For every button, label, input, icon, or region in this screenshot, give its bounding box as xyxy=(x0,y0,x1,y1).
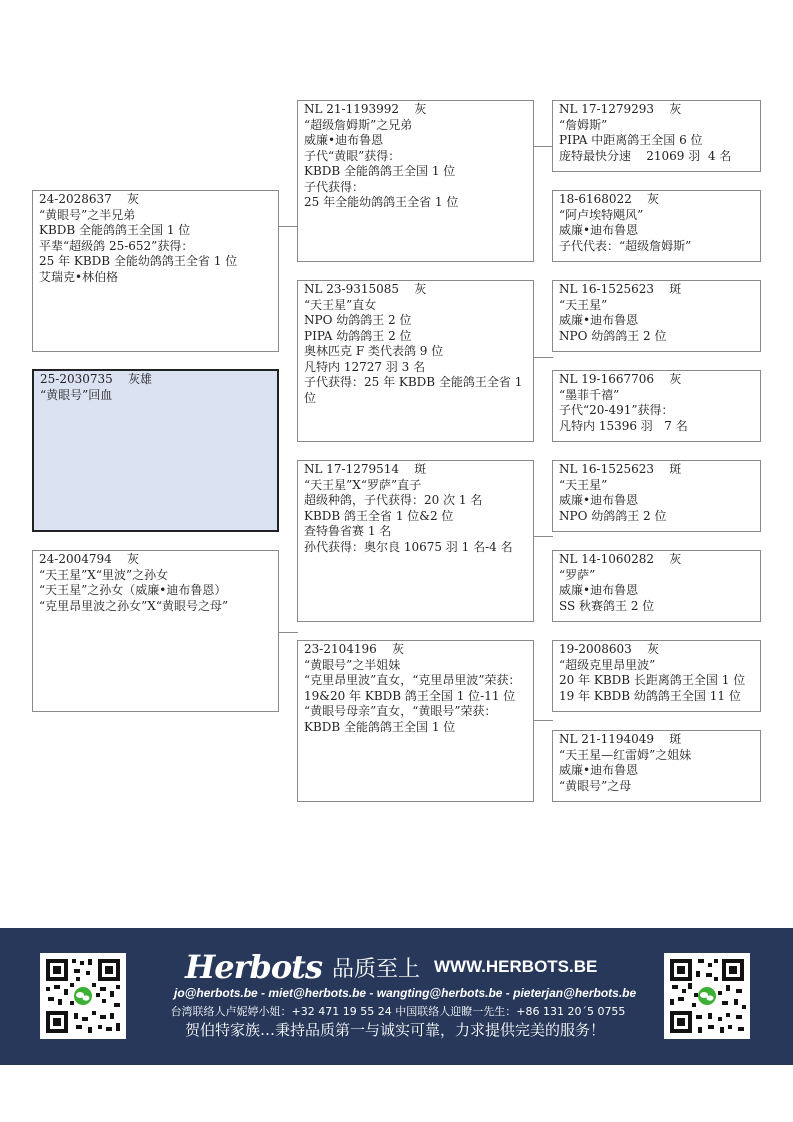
sire-dam-ring-line: NL 23-9315085 灰 xyxy=(304,282,427,296)
ggp-info-line: 凡特内 15396 羽 7 名 xyxy=(559,418,688,433)
sire-breeder-line: 艾瑞克•林伯格 xyxy=(39,269,119,284)
dam-info-line: “天王星”X“里波”之孙女 xyxy=(39,567,169,582)
contact-phones: 台湾联络人卢妮婷小姐：+32 471 19 55 24 中国联络人迎瞭一先生：+86 131 20´5 0755 xyxy=(170,1005,626,1018)
qr-code-icon xyxy=(664,953,750,1039)
dam-dam-ring-line: 23-2104196 灰 xyxy=(304,642,405,656)
sire-info-line: KBDB 全能鸽鸽王全国 1 位 xyxy=(39,223,191,237)
qr-code-left[interactable] xyxy=(40,953,126,1039)
company-motto: 贺伯特家族…秉持品质第一与诚实可靠，力求提供完美的服务！ xyxy=(184,1021,605,1039)
ggp-info-line: “天王星” xyxy=(559,477,608,492)
contact-emails[interactable]: jo@herbots.be - miet@herbots.be - wangting@herbots.be - pieterjan@herbots.be xyxy=(174,986,637,1000)
connector-line xyxy=(533,536,553,537)
great-grandparent-box xyxy=(552,460,761,532)
ggp-ring-line: NL 16-1525623 斑 xyxy=(559,282,682,296)
great-grandparent-box xyxy=(552,190,761,262)
dam-sire-ring-line: NL 17-1279514 斑 xyxy=(304,462,427,476)
ggp-info-line: 19 年 KBDB 幼鸽鸽王全国 11 位 xyxy=(559,688,741,703)
ggp-info-line: “天王星” xyxy=(559,297,608,312)
dam-dam-info-line: “克里昂里波”直女，“克里昂里波”荣获：19&20 年 KBDB 鸽王全国 1 位-11 位 xyxy=(304,673,521,703)
ggp-info-line: 威廉•迪布鲁恩 xyxy=(559,763,639,777)
dam-dam-info-line: “黄眼号母亲”直女，“黄眼号”荣获： xyxy=(304,704,497,718)
great-grandparent-box xyxy=(552,640,761,712)
dam-sire-info-line: 超级种鸽，子代获得：20 次 1 名 xyxy=(304,493,483,507)
great-grandparent-box xyxy=(552,730,761,802)
herbots-logo: Herbots xyxy=(185,948,322,986)
ggp-info-line: 威廉•迪布鲁恩 xyxy=(559,223,639,237)
sire-sire-info-line: 威廉•迪布鲁恩 xyxy=(304,133,384,147)
ggp-info-line: “詹姆斯” xyxy=(559,117,608,132)
ggp-info-line: 子代代表：“超级詹姆斯” xyxy=(559,238,692,253)
subject-note-line: “黄眼号”回血 xyxy=(40,387,113,402)
dam-sire-box xyxy=(297,460,534,622)
ggp-info-line: “超级克里昂里波” xyxy=(559,657,656,672)
great-grandparent-box xyxy=(552,550,761,622)
ggp-info-line: “天王星—红雷姆”之姐妹 xyxy=(559,747,692,762)
dam-dam-info-line: KBDB 全能鸽鸽王全国 1 位 xyxy=(304,719,456,734)
sire-sire-ring-line: NL 21-1193992 灰 xyxy=(304,102,427,116)
dam-sire-info-line: “天王星”X“罗萨”直子 xyxy=(304,477,422,492)
ggp-info-line: “阿卢埃特飓风” xyxy=(559,207,644,222)
sire-info-line: “黄眼号”之半兄弟 xyxy=(39,207,136,222)
sire-dam-info-line: 子代获得：25 年 KBDB 全能鸽王全省 1 位 xyxy=(304,375,527,405)
dam-info-line: “天王星”之孙女（威廉•迪布鲁恩） xyxy=(39,583,227,597)
ggp-ring-line: NL 21-1194049 斑 xyxy=(559,732,682,746)
ggp-ring-line: NL 19-1667706 灰 xyxy=(559,372,682,386)
sire-dam-info-line: “天王星”直女 xyxy=(304,297,377,312)
dam-dam-box xyxy=(297,640,534,802)
dam-dam-info-line: “黄眼号”之半姐妹 xyxy=(304,657,401,672)
website-link[interactable]: WWW.HERBOTS.BE xyxy=(433,957,598,976)
ggp-ring-line: 19-2008603 灰 xyxy=(559,642,660,656)
sire-info-line: 平辈“超级鸽 25-652”获得： xyxy=(39,238,194,253)
sire-sire-info-line: “超级詹姆斯”之兄弟 xyxy=(304,117,413,132)
sire-sire-info-line: 子代获得： xyxy=(304,179,365,194)
ggp-info-line: “墨菲千禧” xyxy=(559,387,620,402)
ggp-ring-line: NL 16-1525623 斑 xyxy=(559,462,682,476)
sire-sire-box xyxy=(297,100,534,262)
ggp-info-line: SS 秋赛鸽王 2 位 xyxy=(559,598,655,613)
sire-box xyxy=(32,190,279,352)
connector-line xyxy=(278,226,298,227)
dam-sire-info-line: 孙代获得：奥尔良 10675 羽 1 名-4 名 xyxy=(304,539,513,554)
great-grandparent-box xyxy=(552,100,761,172)
connector-line xyxy=(533,720,553,721)
connector-line xyxy=(278,632,298,633)
ggp-info-line: 子代“20-491”获得： xyxy=(559,403,674,417)
connector-line xyxy=(533,357,553,358)
sire-dam-box xyxy=(297,280,534,442)
sire-dam-info-line: PIPA 幼鸽鸽王 2 位 xyxy=(304,328,412,343)
sire-dam-info-line: 奥林匹克 F 类代表鸽 9 位 xyxy=(304,344,444,358)
ggp-ring-line: 18-6168022 灰 xyxy=(559,192,660,206)
sire-sire-info-line: 25 年全能幼鸽鸽王全省 1 位 xyxy=(304,195,459,209)
dam-sire-info-line: KBDB 鸽王全省 1 位&2 位 xyxy=(304,508,454,523)
ggp-info-line: 20 年 KBDB 长距离鸽王全国 1 位 xyxy=(559,673,746,687)
brand-row xyxy=(185,948,597,984)
sire-sire-info-line: 子代“黄眼”获得： xyxy=(304,148,401,163)
subject-ring-line: 25-2030735 灰雄 xyxy=(40,372,153,386)
ggp-info-line: “罗萨” xyxy=(559,567,596,582)
great-grandparent-box xyxy=(552,370,761,442)
ggp-ring-line: NL 17-1279293 灰 xyxy=(559,102,682,116)
sire-dam-info-line: 凡特内 12727 羽 3 名 xyxy=(304,359,426,374)
sire-sire-info-line: KBDB 全能鸽鸽王全国 1 位 xyxy=(304,164,456,178)
subject-pigeon-box xyxy=(32,369,279,532)
ggp-info-line: PIPA 中距离鸽王全国 6 位 xyxy=(559,133,703,147)
dam-box xyxy=(32,550,279,712)
sire-info-line: 25 年 KBDB 全能幼鸽鸽王全省 1 位 xyxy=(39,254,238,268)
brand-slogan: 品质至上 xyxy=(331,956,420,982)
ggp-ring-line: NL 14-1060282 灰 xyxy=(559,552,682,566)
ggp-info-line: NPO 幼鸽鸽王 2 位 xyxy=(559,508,667,523)
dam-info-line: “克里昂里波之孙女”X“黄眼号之母” xyxy=(39,598,229,613)
sire-ring-line: 24-2028637 灰 xyxy=(39,192,140,206)
ggp-info-line: 庞特最快分速 21069 羽 4 名 xyxy=(559,148,732,163)
qr-code-right[interactable] xyxy=(664,953,750,1039)
ggp-info-line: 威廉•迪布鲁恩 xyxy=(559,313,639,327)
ggp-info-line: 威廉•迪布鲁恩 xyxy=(559,583,639,597)
dam-sire-info-line: 查特鲁省赛 1 名 xyxy=(304,524,392,538)
ggp-info-line: NPO 幼鸽鸽王 2 位 xyxy=(559,328,667,343)
qr-code-icon xyxy=(40,953,126,1039)
footer-banner xyxy=(0,928,793,1065)
ggp-info-line: “黄眼号”之母 xyxy=(559,778,632,793)
sire-dam-info-line: NPO 幼鸽鸽王 2 位 xyxy=(304,313,412,327)
great-grandparent-box xyxy=(552,280,761,352)
ggp-info-line: 威廉•迪布鲁恩 xyxy=(559,493,639,507)
dam-ring-line: 24-2004794 灰 xyxy=(39,552,140,566)
connector-line xyxy=(533,146,553,147)
